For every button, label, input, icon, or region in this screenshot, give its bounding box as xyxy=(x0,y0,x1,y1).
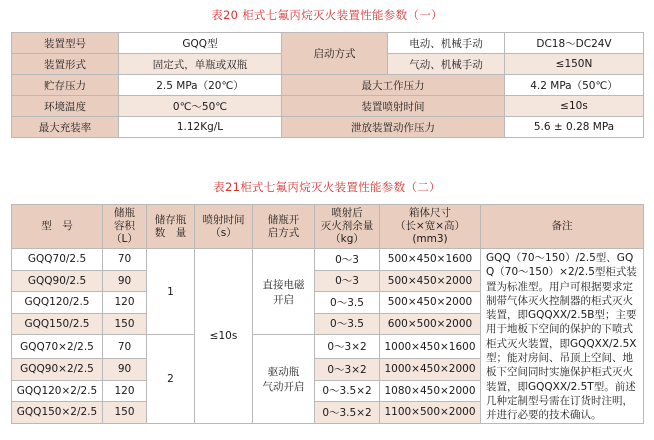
cell-residual: 0～3 xyxy=(315,249,380,271)
table-cell: 气动、机械手动 xyxy=(388,54,505,75)
cell-model: GQQ120×2/2.5 xyxy=(12,380,103,402)
table-cell: 最大充装率 xyxy=(12,117,119,138)
table-row xyxy=(12,249,644,271)
table-cell: 启动方式 xyxy=(282,33,388,75)
header-model: 型 号 xyxy=(12,205,103,249)
cell-model: GQQ90/2.5 xyxy=(12,270,103,292)
cell-dimensions: 500×450×2000 xyxy=(380,292,481,314)
table-cell: 装置喷射时间 xyxy=(282,96,505,117)
cell-dimensions: 500×450×2000 xyxy=(380,270,481,292)
cell-capacity: 120 xyxy=(103,380,147,402)
cell-dimensions: 1100×500×2000 xyxy=(380,402,481,424)
table-cell: 2.5 MPa（20℃） xyxy=(119,75,282,96)
cell-notes: GQQ（70～150）/2.5型、GQQ（70～150）×2/2.5型柜式装置为标准型。用户可根据要求定制带气体灭火控制器的柜式灭火装置，即GQQXX/2.5B型；主要用于地板下空间的保护的下喷式柜式灭火装置，即GQQXX/2.5X型；能对房间、吊顶上空间、地板下空间同时实施保护柜式灭火装置，即GQQXX/2.5T型。前述几种定制型号需在订货时注明，并进行必要的技术确认。 xyxy=(481,249,644,424)
performance-table-1 xyxy=(11,32,644,138)
cell-model: GQQ70×2/2.5 xyxy=(12,335,103,359)
cell-model: GQQ70/2.5 xyxy=(12,249,103,271)
cell-residual: 0～3.5×2 xyxy=(315,380,380,402)
table-cell: 电动、机械手动 xyxy=(388,33,505,54)
table-cell: 固定式，单瓶或双瓶 xyxy=(119,54,282,75)
table-row xyxy=(12,33,644,54)
table-cell: 贮存压力 xyxy=(12,75,119,96)
cell-model: GQQ150×2/2.5 xyxy=(12,402,103,424)
table-cell: 1.12Kg/L xyxy=(119,117,282,138)
header-residual: 喷射后 灭火剂余量 （kg） xyxy=(315,205,380,249)
cell-residual: 0～3×2 xyxy=(315,359,380,381)
header-dimensions: 箱体尺寸 （长×宽×高） (mm3) xyxy=(380,205,481,249)
cell-start-group1: 直接电磁 开启 xyxy=(253,249,315,335)
cell-residual: 0～3.5×2 xyxy=(315,402,380,424)
cell-residual: 0～3.5 xyxy=(315,292,380,314)
cell-residual: 0～3×2 xyxy=(315,335,380,359)
cell-capacity: 70 xyxy=(103,335,147,359)
cell-dimensions: 1000×450×2000 xyxy=(380,359,481,381)
cell-dimensions: 500×450×1600 xyxy=(380,249,481,271)
cell-capacity: 90 xyxy=(103,359,147,381)
performance-table-2 xyxy=(11,204,644,424)
table-cell: GQQ型 xyxy=(119,33,282,54)
table-cell: ≤10s xyxy=(505,96,644,117)
cell-capacity: 150 xyxy=(103,402,147,424)
cell-bottles-group2: 2 xyxy=(147,335,195,424)
cell-capacity: 120 xyxy=(103,292,147,314)
cell-residual: 0～3.5 xyxy=(315,313,380,335)
cell-start-group2: 驱动瓶 气动开启 xyxy=(253,335,315,424)
cell-residual: 0～3 xyxy=(315,270,380,292)
table1-title: 表20 柜式七氟丙烷灭火装置性能参数（一） xyxy=(211,8,443,22)
cell-dimensions: 600×500×2000 xyxy=(380,313,481,335)
cell-dimensions: 1000×450×1600 xyxy=(380,335,481,359)
header-bottles: 储存瓶 数 量 xyxy=(147,205,195,249)
cell-spray-time: ≤10s xyxy=(195,249,253,424)
cell-capacity: 70 xyxy=(103,249,147,271)
table-row xyxy=(12,75,644,96)
cell-dimensions: 1080×450×2000 xyxy=(380,380,481,402)
table-cell: 5.6 ± 0.28 MPa xyxy=(505,117,644,138)
table2-title: 表21柜式七氟丙烷灭火装置性能参数（二） xyxy=(213,180,441,194)
table-row xyxy=(12,117,644,138)
cell-capacity: 90 xyxy=(103,270,147,292)
cell-model: GQQ150/2.5 xyxy=(12,313,103,335)
table-cell: 环境温度 xyxy=(12,96,119,117)
table-row xyxy=(12,96,644,117)
cell-capacity: 150 xyxy=(103,313,147,335)
table-cell: ≤150N xyxy=(505,54,644,75)
table-cell: 4.2 MPa（50℃） xyxy=(505,75,644,96)
header-start-mode: 储瓶开 启方式 xyxy=(253,205,315,249)
cell-bottles-group1: 1 xyxy=(147,249,195,335)
cell-model: GQQ90×2/2.5 xyxy=(12,359,103,381)
header-capacity: 储瓶 容积 （L） xyxy=(103,205,147,249)
table-header-row xyxy=(12,205,644,249)
table-cell: 最大工作压力 xyxy=(282,75,505,96)
table-cell: 装置形式 xyxy=(12,54,119,75)
table-cell: 泄放装置动作压力 xyxy=(282,117,505,138)
cell-model: GQQ120/2.5 xyxy=(12,292,103,314)
table-cell: 装置型号 xyxy=(12,33,119,54)
table-cell: DC18～DC24V xyxy=(505,33,644,54)
header-notes: 备注 xyxy=(481,205,644,249)
header-spray-time: 喷射时间 （s） xyxy=(195,205,253,249)
table-cell: 0℃～50℃ xyxy=(119,96,282,117)
